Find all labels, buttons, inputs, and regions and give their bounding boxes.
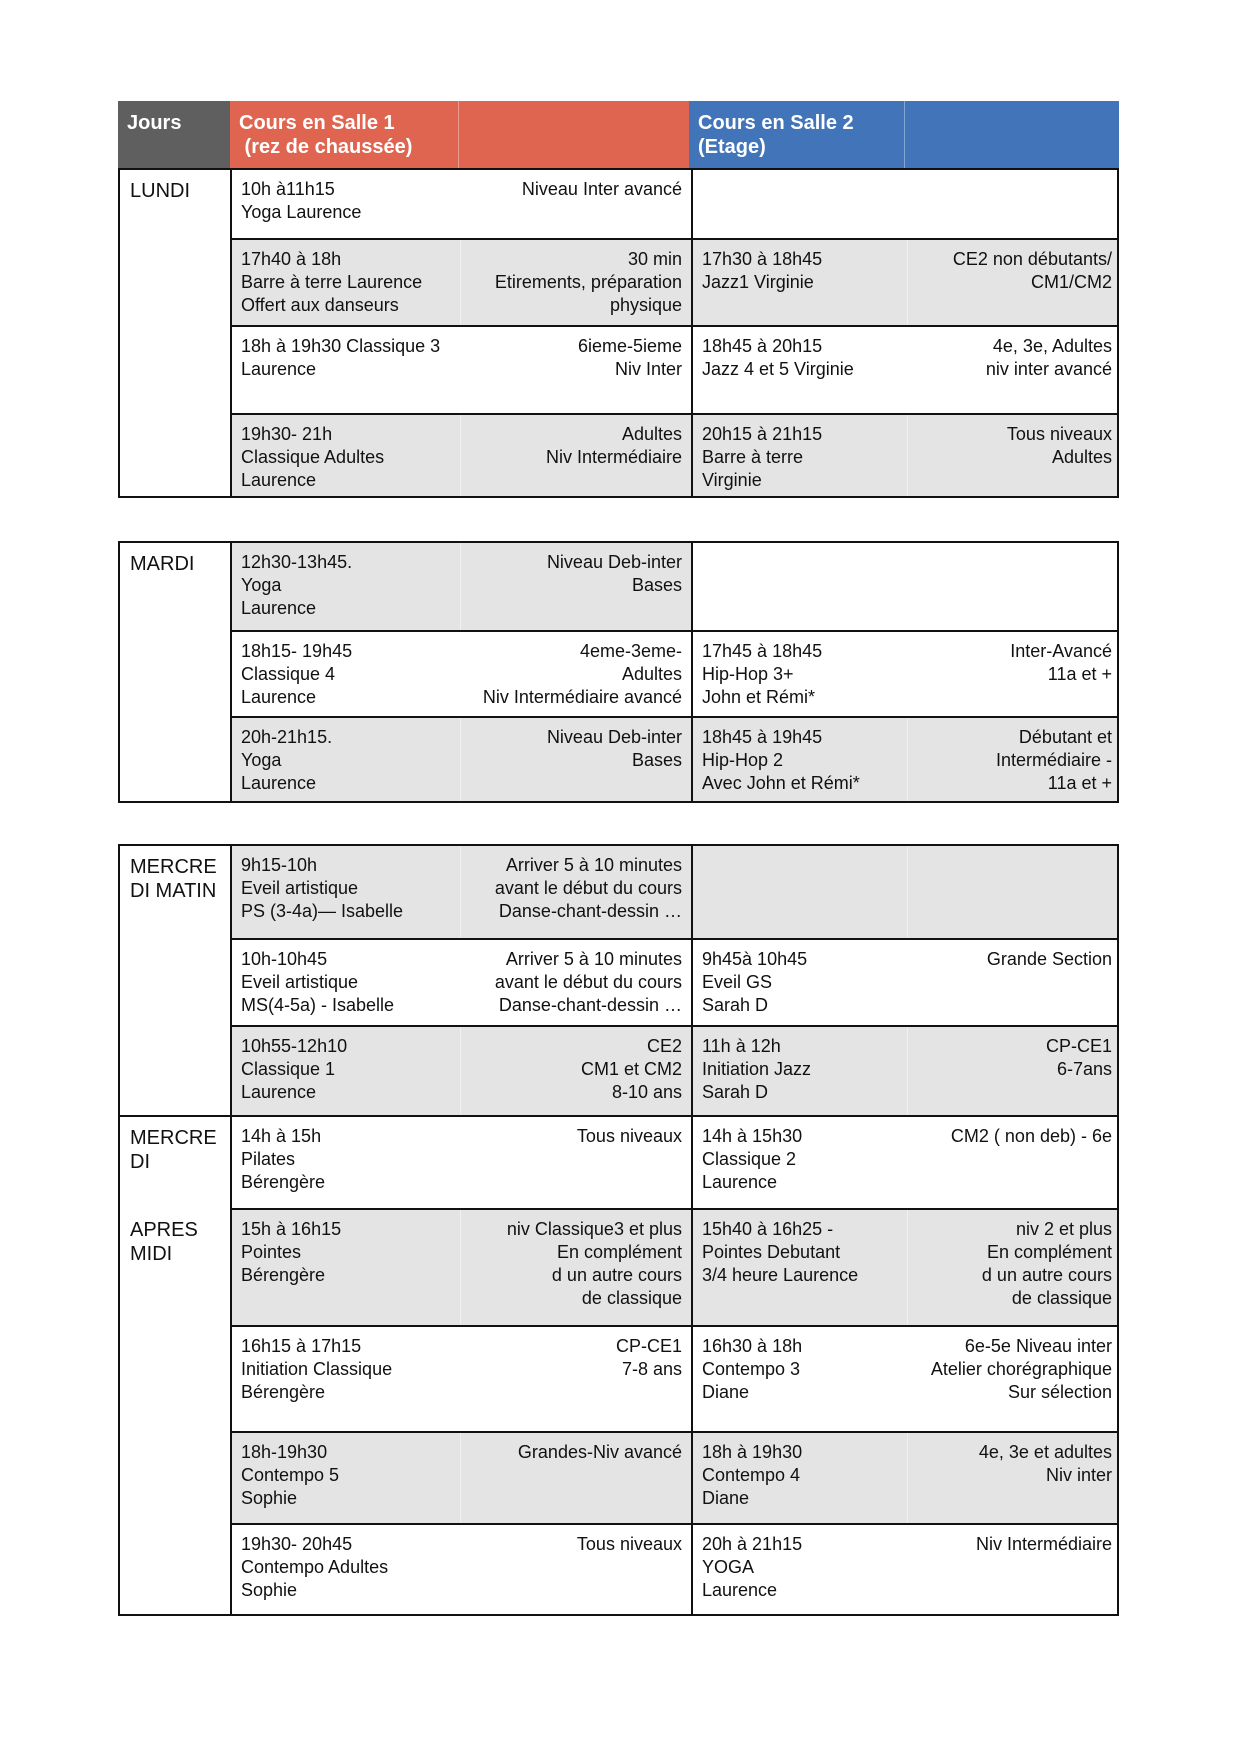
salle1-level: Niveau Inter avancé <box>521 179 682 199</box>
table-row <box>232 938 1117 1025</box>
salle1-level: Grandes-Niv avancé <box>517 1442 682 1462</box>
salle1-course: 19h30- 21h Classique Adultes Laurence <box>241 424 385 490</box>
mardi-block <box>118 541 1119 803</box>
salle2-course: 20h15 à 21h15 Barre à terre Virginie <box>702 424 823 490</box>
header-jours <box>118 101 230 168</box>
table-row <box>232 413 1117 496</box>
salle1-level: 4eme-3eme- Adultes Niv Intermédiaire avancé <box>482 641 682 707</box>
salle1-course: 18h à 19h30 Classique 3 Laurence <box>241 336 441 379</box>
salle1-course: 18h15- 19h45 Classique 4 Laurence <box>241 641 353 707</box>
header-salle1-subtitle: (rez de chaussée) <box>239 136 413 158</box>
salle2-level: Niv Intermédiaire <box>975 1534 1112 1554</box>
salle1-course: 9h15-10h Eveil artistique PS (3-4a)— Isabelle <box>241 855 404 921</box>
header-salle2 <box>689 101 1119 168</box>
salle1-level: CP-CE1 7-8 ans <box>615 1336 682 1379</box>
salle2-level <box>693 846 1121 862</box>
day-label-lundi: LUNDI <box>130 180 191 202</box>
salle2-level: 4e, 3e, Adultes niv inter avancé <box>985 336 1112 379</box>
day-label-apres-midi: APRES MIDI <box>130 1219 198 1265</box>
salle1-level: Arriver 5 à 10 minutes avant le début du cours Danse-chant-dessin … <box>494 855 682 921</box>
header-salle1-title: Cours en Salle 1 <box>239 112 395 134</box>
salle2-course: 18h45 à 19h45 Hip-Hop 2 Avec John et Rémi* <box>702 727 860 793</box>
salle1-level: Niveau Deb-inter Bases <box>546 727 682 770</box>
table-row <box>232 325 1117 413</box>
table-row <box>232 238 1117 325</box>
salle2-course: 20h à 21h15 YOGA Laurence <box>702 1534 803 1600</box>
header-jours-label: Jours <box>127 112 182 134</box>
table-row <box>232 1431 1117 1523</box>
salle2-level: 4e, 3e et adultes Niv inter <box>978 1442 1112 1485</box>
salle1-level: Tous niveaux <box>576 1534 682 1554</box>
salle2-course: 17h45 à 18h45 Hip-Hop 3+ John et Rémi* <box>702 641 823 707</box>
salle1-level: 30 min Etirements, préparation physique <box>494 249 682 315</box>
salle2-level: Tous niveaux Adultes <box>1006 424 1112 467</box>
table-row <box>232 1208 1117 1325</box>
day-label-mercredi-matin: MERCRE DI MATIN <box>130 856 217 902</box>
salle2-course: 17h30 à 18h45 Jazz1 Virginie <box>702 249 823 292</box>
day-label-mercredi-apres: MERCRE DI <box>130 1127 217 1173</box>
salle1-course: 20h-21h15. Yoga Laurence <box>241 727 333 793</box>
salle1-level: CE2 CM1 et CM2 8-10 ans <box>580 1036 682 1102</box>
table-row <box>232 1115 1117 1208</box>
header-salle2-title: Cours en Salle 2 <box>698 112 854 134</box>
table-row <box>232 846 1117 938</box>
salle2-course: 11h à 12h Initiation Jazz Sarah D <box>702 1036 812 1102</box>
salle2-level: 6e-5e Niveau inter Atelier chorégraphique Sur sélection <box>930 1336 1112 1402</box>
salle2-course: 16h30 à 18h Contempo 3 Diane <box>702 1336 803 1402</box>
salle2-level: CE2 non débutants/ CM1/CM2 <box>952 249 1112 292</box>
salle2-course: 9h45à 10h45 Eveil GS Sarah D <box>702 949 808 1015</box>
salle1-course: 10h-10h45 Eveil artistique MS(4-5a) - Isabelle <box>241 949 395 1015</box>
salle1-course: 16h15 à 17h15 Initiation Classique Bérengère <box>241 1336 393 1402</box>
table-row <box>232 630 1117 716</box>
table-row <box>232 170 1117 238</box>
mercredi-block <box>118 844 1119 1616</box>
salle2-level: CP-CE1 6-7ans <box>1045 1036 1112 1079</box>
salle1-level: Adultes Niv Intermédiaire <box>545 424 682 467</box>
salle1-course: 18h-19h30 Contempo 5 Sophie <box>241 1442 340 1508</box>
salle2-course: 18h45 à 20h15 Jazz 4 et 5 Virginie <box>702 336 854 379</box>
salle1-course: 15h à 16h15 Pointes Bérengère <box>241 1219 342 1285</box>
salle2-level: niv 2 et plus En complément d un autre cours de classique <box>981 1219 1112 1308</box>
salle2-course: 15h40 à 16h25 - Pointes Debutant 3/4 heure Laurence <box>702 1219 859 1285</box>
table-row <box>232 1025 1117 1117</box>
salle2-level: CM2 ( non deb) - 6e <box>950 1126 1112 1146</box>
salle1-course: 10h55-12h10 Classique 1 Laurence <box>241 1036 348 1102</box>
salle1-level: niv Classique3 et plus En complément d un autre cours de classique <box>506 1219 682 1308</box>
table-row <box>232 1523 1117 1614</box>
salle2-level <box>693 170 1121 186</box>
salle1-level: 6ieme-5ieme Niv Inter <box>577 336 682 379</box>
header-salle1 <box>230 101 689 168</box>
salle2-level: Grande Section <box>986 949 1112 969</box>
salle1-level: Arriver 5 à 10 minutes avant le début du cours Danse-chant-dessin … <box>494 949 682 1015</box>
salle1-level: Tous niveaux <box>576 1126 682 1146</box>
salle1-level: Niveau Deb-inter Bases <box>546 552 682 595</box>
salle1-course: 10h à11h15 Yoga Laurence <box>241 179 362 222</box>
salle1-course: 19h30- 20h45 Contempo Adultes Sophie <box>241 1534 389 1600</box>
salle1-course: 17h40 à 18h Barre à terre Laurence Offert aux danseurs <box>241 249 423 315</box>
salle2-course: 18h à 19h30 Contempo 4 Diane <box>702 1442 803 1508</box>
header-salle2-subtitle: (Etage) <box>698 136 766 158</box>
salle2-level: Inter-Avancé 11a et + <box>1010 641 1112 684</box>
salle2-level <box>693 543 1121 559</box>
lundi-block <box>118 168 1119 498</box>
salle2-level: Débutant et Intermédiaire - 11a et + <box>995 727 1112 793</box>
table-row <box>232 1325 1117 1431</box>
salle1-course: 12h30-13h45. Yoga Laurence <box>241 552 353 618</box>
salle1-course: 14h à 15h Pilates Bérengère <box>241 1126 326 1192</box>
salle2-course: 14h à 15h30 Classique 2 Laurence <box>702 1126 803 1192</box>
table-row <box>232 543 1117 630</box>
day-label-mardi: MARDI <box>130 553 195 575</box>
table-row <box>232 716 1117 801</box>
